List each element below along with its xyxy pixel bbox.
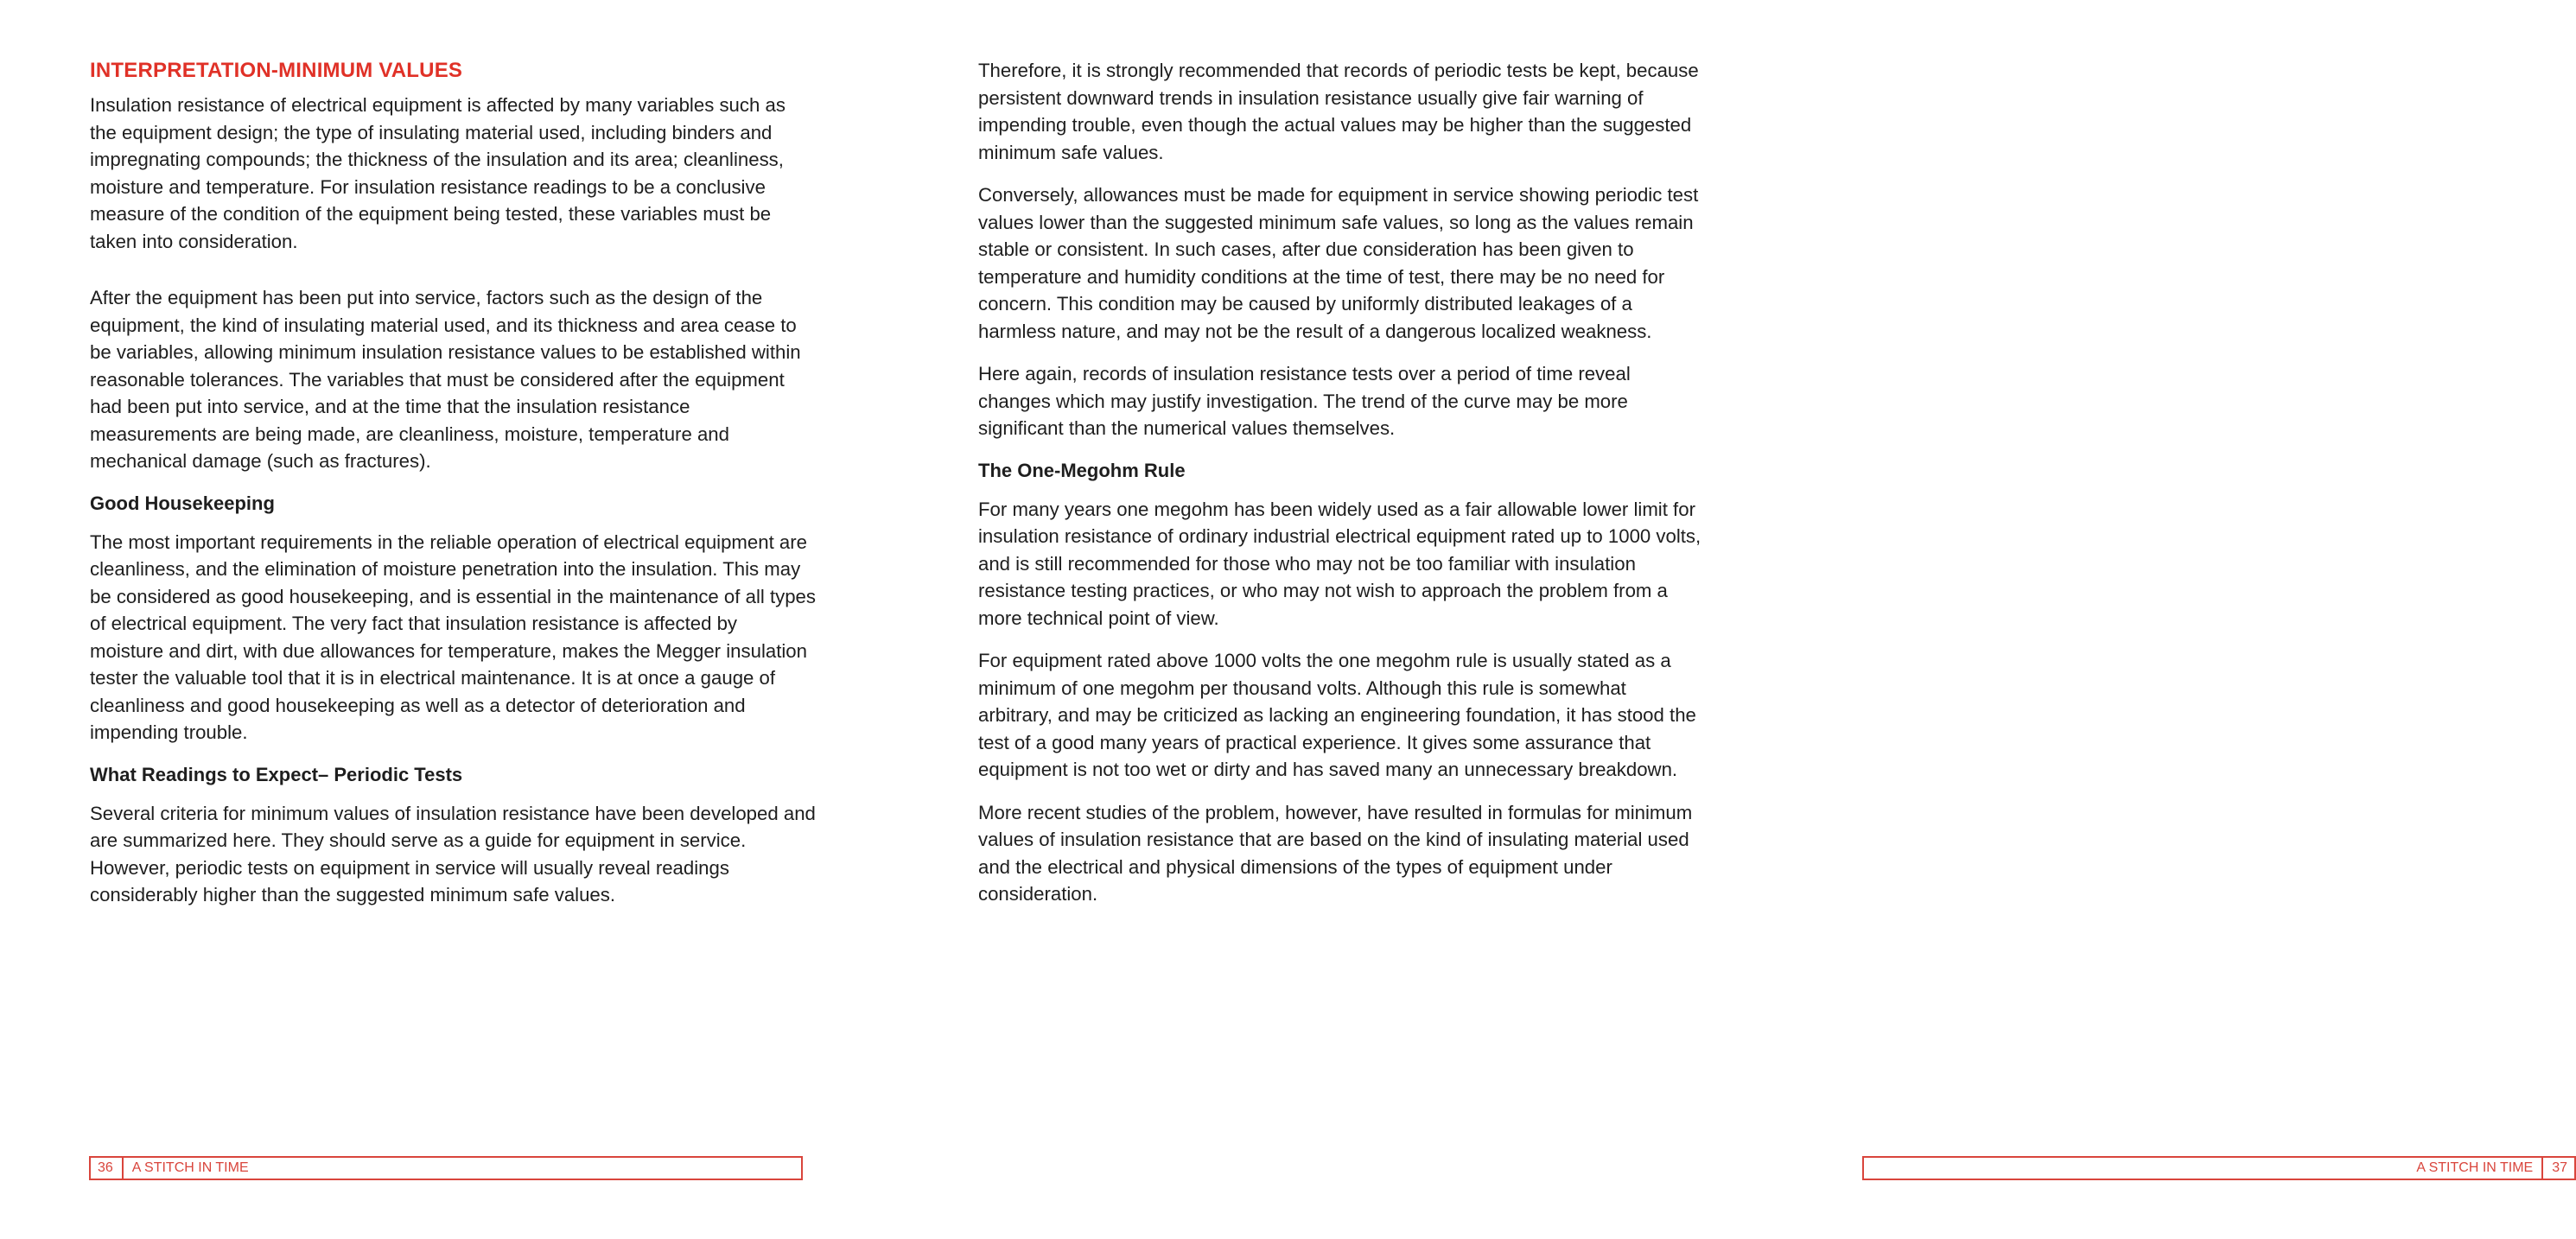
subheading-periodic-tests: What Readings to Expect– Periodic Tests xyxy=(90,763,463,785)
page-footer xyxy=(1862,1156,2576,1180)
running-title: A STITCH IN TIME xyxy=(131,1160,249,1175)
left-page xyxy=(0,0,885,1239)
subheading-good-housekeeping: Good Housekeeping xyxy=(90,492,275,514)
paragraph: The most important requirements in the reliable operation of electrical equipment are cleanliness, and the elimination of moisture penetration into the insulation. This may be considered as good housekeeping, and is essential in the maintenance of all types of electrical equipment. The very fact that insulation resistance is affected by moisture and dirt, with due allowances for temperature, makes the Megger insulation tester the valuable tool that it is in electrical maintenance. It is at once a gauge of cleanliness and good housekeeping as well as a detector of deterioration and impending trouble. xyxy=(90,531,816,743)
paragraph: Conversely, allowances must be made for equipment in service showing periodic test values lower than the suggested minimum safe values, so long as the values remain stable or consistent. In such cases, after due consideration has been given to temperature and humidity conditions at the time of test, there may be no need for concern. This condition may be caused by uniformly distributed leakages of a harmless nature, and may not be the result of a dangerous localized weakness. xyxy=(978,184,1699,342)
left-column xyxy=(90,57,816,924)
subheading-one-megohm-rule: The One-Megohm Rule xyxy=(978,459,1186,481)
paragraph: More recent studies of the problem, however, have resulted in formulas for minimum values of insulation resistance that are based on the kind of insulating material used and the electrical and physical dimensions of the types of equipment under consideration. xyxy=(978,801,1693,905)
paragraph: For equipment rated above 1000 volts the one megohm rule is usually stated as a minimum of one megohm per thousand volts. Although this rule is somewhat arbitrary, and may be criticized as lacking an engineering foundation, it has stood the test of a good many years of practical experience. It gives some assurance that equipment is not too wet or dirty and has saved many an unnecessary breakdown. xyxy=(978,650,1696,780)
right-page xyxy=(885,0,2567,1239)
page-footer xyxy=(89,1156,803,1180)
paragraph: For many years one megohm has been widely used as a fair allowable lower limit for insulation resistance of ordinary industrial electrical equipment rated up to 1000 volts, and is still recommended for those who may not be too familiar with insulation resistance testing practices, or who may not wish to approach the problem from a more technical point of view. xyxy=(978,498,1701,629)
paragraph: Insulation resistance of electrical equipment is affected by many variables such as the equipment design; the type of insulating material used, including binders and impregnating compounds; the thickness of the insulation and its area; cleanliness, moisture and temperature. For insulation resistance readings to be a conclusive measure of the condition of the equipment being tested, these variables must be taken into consideration. xyxy=(90,94,786,252)
section-heading: INTERPRETATION-MINIMUM VALUES xyxy=(90,59,463,82)
page-number: 37 xyxy=(2541,1158,2574,1179)
paragraph: Several criteria for minimum values of insulation resistance have been developed and are summarized here. They should serve as a guide for equipment in service. However, periodic tests on equipment in service will usually reveal readings considerably higher than the suggested minimum safe values. xyxy=(90,802,816,905)
paragraph: Here again, records of insulation resistance tests over a period of time reveal changes which may justify investigation. The trend of the curve may be more significant than the numerical values themselves. xyxy=(978,363,1631,439)
running-title: A STITCH IN TIME xyxy=(2416,1160,2534,1175)
paragraph: Therefore, it is strongly recommended that records of periodic tests be kept, because persistent downward trends in insulation resistance usually give fair warning of impending trouble, even though the actual values may be higher than the suggested minimum safe values. xyxy=(978,60,1699,163)
paragraph: After the equipment has been put into service, factors such as the design of the equipment, the kind of insulating material used, and its thickness and area cease to be variables, allowing minimum insulation resistance values to be established within reasonable tolerances. The variables that must be considered after the equipment had been put into service, and at the time that the insulation resistance measurements are being made, are cleanliness, moisture, temperature and mechanical damage (such as fractures). xyxy=(90,287,801,472)
page-number: 36 xyxy=(91,1158,124,1179)
right-column xyxy=(978,57,1704,924)
